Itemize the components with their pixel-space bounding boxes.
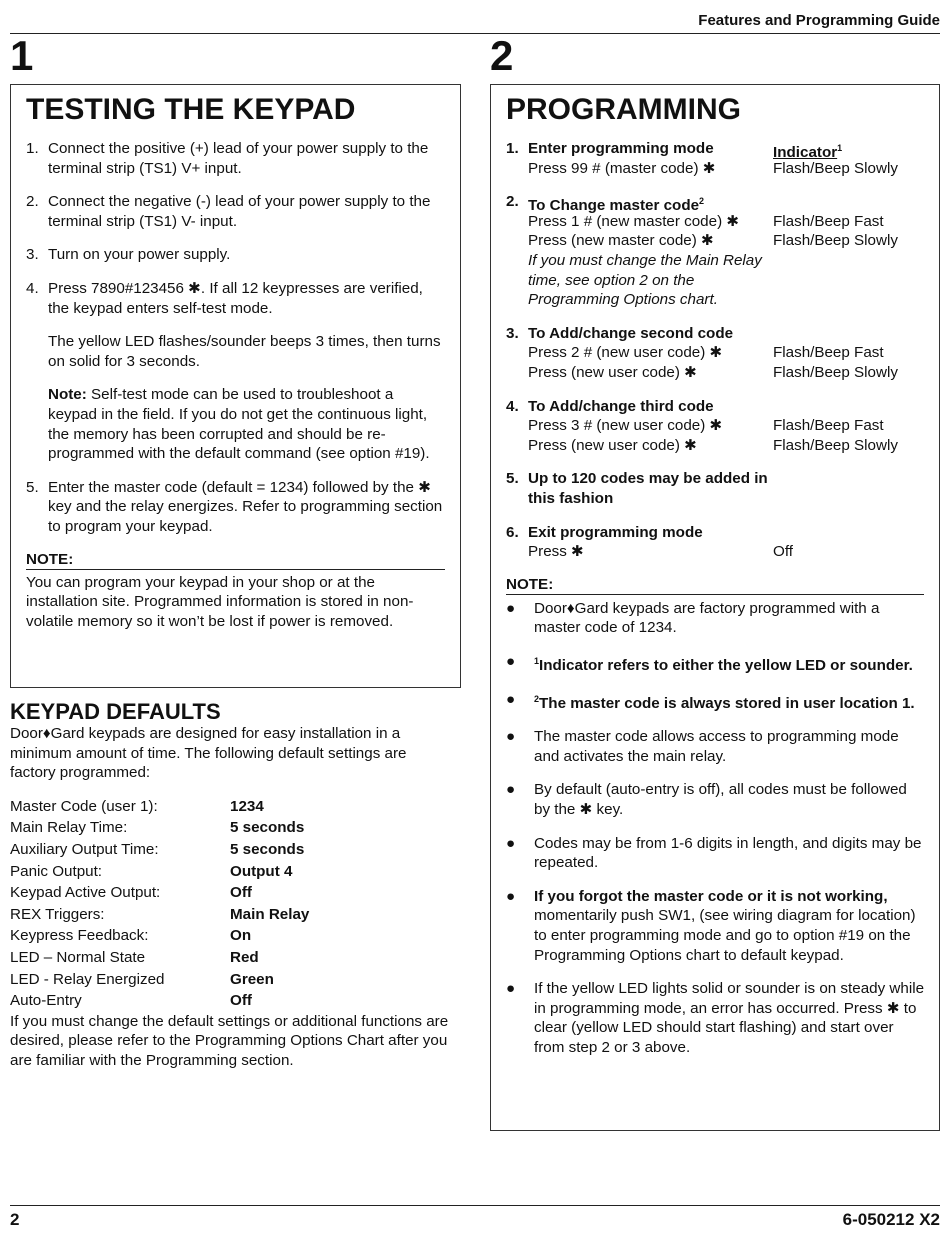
testing-title: TESTING THE KEYPAD	[26, 93, 356, 126]
header-title: Features and Programming Guide	[698, 12, 940, 29]
note-bullet: ● $^2$The master code is always stored in user location 1.	[506, 690, 915, 712]
section-number-2: 2	[490, 32, 514, 79]
testing-step-5: 5. Enter the master code (default = 1234) followed by the ✱ key and the relay energizes. Refer to programming section to program your keypad.	[26, 478, 443, 535]
header-rule	[10, 33, 940, 34]
step4-paragraph: The yellow LED flashes/sounder beeps 3 times, then turns on solid for 3 seconds.	[48, 333, 441, 370]
prog-step-4: 4. To Add/change third code Press 3 # (new user code) ✱ Flash/Beep Fast Press (new user code) ✱ Flash/Beep Slowly	[506, 397, 898, 454]
page-number: 2	[10, 1210, 20, 1229]
prog-step-3: 3. To Add/change second code Press 2 # (new user code) ✱ Flash/Beep Fast Press (new user code) ✱ Flash/Beep Slowly	[506, 324, 898, 381]
testing-step-3: 3. Turn on your power supply.	[26, 246, 231, 264]
testing-step-2: 2. Connect the negative (-) lead of your power supply to the terminal strip (TS1) V- input.	[26, 193, 431, 230]
footer-rule	[10, 1205, 940, 1206]
defaults-row: Keypad Active Output: Off	[10, 884, 252, 902]
section-number-1: 1	[10, 32, 34, 79]
programming-title: PROGRAMMING	[506, 93, 741, 126]
defaults-row: Auto-Entry Off	[10, 992, 252, 1010]
note-bullet: ● The master code allows access to programming mode and activates the main relay.	[506, 728, 899, 765]
prog-step-5: 5. Up to 120 codes may be added in this fashion	[506, 470, 768, 507]
prog-step-2: 2. To Change master code$^2$ Press 1 # (new master code) ✱ Flash/Beep Fast Press (new master code) ✱ Flash/Beep Slowly If you must change the Main Relay time, see option 2 on the Programming Options chart.	[506, 193, 898, 309]
note-bullet: ● If you forgot the master code or it is not working, momentarily push SW1, (see wiring diagram for location) to enter programming mode and go to option #19 on the Programming Options chart to default keypad.	[506, 887, 916, 964]
testing-step-1: 1. Connect the positive (+) lead of your power supply to the terminal strip (TS1) V+ input.	[26, 140, 429, 177]
defaults-outro: If you must change the default settings or additional functions are desired, please refer to the Programming Options Chart after you are familiar with the Programming section.	[10, 1012, 449, 1069]
note-bullet: ● Door♦Gard keypads are factory programmed with a master code of 1234.	[506, 599, 880, 637]
defaults-table	[10, 796, 455, 1012]
programming-note-heading: NOTE:	[506, 575, 924, 595]
programming-notes-list	[506, 599, 924, 1058]
programming-steps	[506, 139, 924, 562]
defaults-row: Master Code (user 1): 1234	[10, 797, 264, 815]
programming-box	[490, 84, 940, 1131]
note-bullet: ● Codes may be from 1-6 digits in length, and digits may be repeated.	[506, 834, 922, 872]
testing-note-text: You can program your keypad in your shop or at the installation site. Programmed information is stored in non-volatile memory so it won’t be lost if power is removed.	[26, 573, 414, 630]
note-bullet: ● $^1$Indicator refers to either the yellow LED or sounder.	[506, 652, 913, 674]
note-bullet: ● If the yellow LED lights solid or sounder is on steady while in programming mode, an error has occurred. Press ✱ to clear (yellow LED should start flashing) and start over from step 2 or 3 above.	[506, 980, 925, 1056]
document-code: 6-050212 X2	[842, 1210, 940, 1229]
defaults-row: REX Triggers: Main Relay	[10, 905, 310, 923]
prog-step-6: 6. Exit programming mode Press ✱ Off	[506, 523, 793, 561]
note-bullet: ● By default (auto-entry is off), all codes must be followed by the ✱ key.	[506, 781, 907, 818]
defaults-row: Auxiliary Output Time: 5 seconds	[10, 840, 305, 858]
defaults-row: Main Relay Time: 5 seconds	[10, 819, 305, 837]
keypad-defaults-section	[10, 700, 455, 1071]
prog-step-2-italic-note: If you must change the Main Relay time, see option 2 on the Programming Options chart.	[528, 251, 762, 309]
testing-step-4: 4. Press 7890#123456 ✱. If all 12 keypresses are verified, the keypad enters self-test mode. The yellow LED flashes/sounder beeps 3 times, then turns on solid for 3 seconds. Note: Self-test mode can be used to troubleshoot a keypad in the field. If you do not get the continuous light, the memory has been corrupted and should be re-programmed with the default command (see option #19).	[26, 279, 445, 464]
indicator-header: Indicator$^1$	[773, 143, 843, 162]
defaults-title: KEYPAD DEFAULTS	[10, 699, 221, 724]
defaults-row: Panic Output: Output 4	[10, 862, 293, 880]
testing-note-heading: NOTE:	[26, 550, 445, 570]
defaults-row: LED - Relay Energized Green	[10, 970, 274, 988]
prog-step-1: 1. Enter programming mode Indicator$^1$ Press 99 # (master code) ✱ Flash/Beep Slowly	[506, 140, 898, 177]
defaults-row: Keypress Feedback: On	[10, 927, 252, 945]
testing-keypad-box	[10, 84, 461, 688]
step4-note: Note: Self-test mode can be used to troubleshoot a keypad in the field. If you do not get the continuous light, the memory has been corrupted and should be re-programmed with the default command (see option #19).	[48, 386, 430, 463]
defaults-row: LED – Normal State Red	[10, 948, 259, 966]
defaults-intro: Door♦Gard keypads are designed for easy installation in a minimum amount of time. The following default settings are factory programmed:	[10, 725, 407, 782]
testing-steps	[26, 139, 445, 537]
